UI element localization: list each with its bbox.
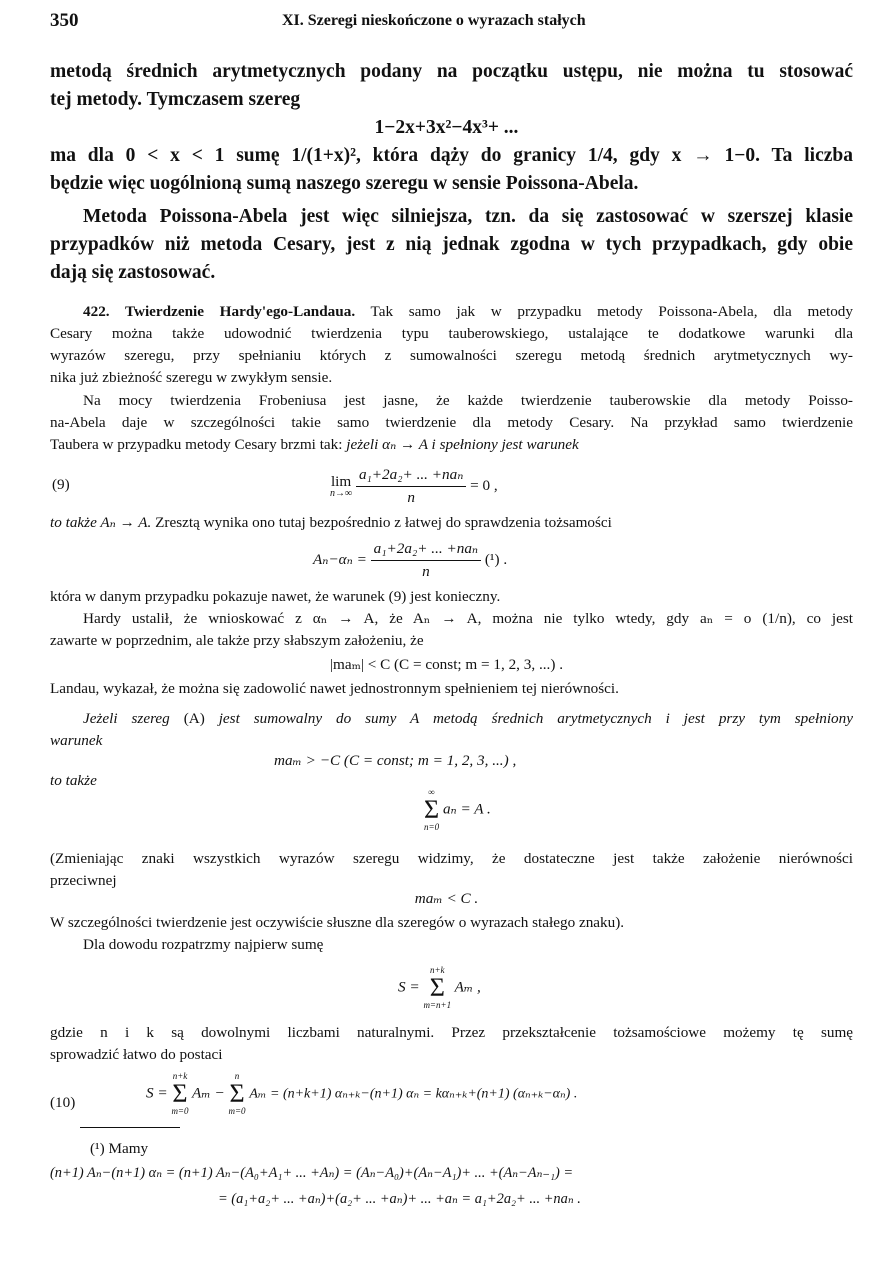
section-line: Na mocy twierdzenia Frobeniusa jest jasne, że każde twierdzenie tauberowskie dla metody Poisso-: [83, 392, 853, 409]
section-paragraph-1: [50, 301, 853, 389]
text-line: Hardy ustalił, że wnioskować z αₙ → A, że Aₙ → A, można nie tylko wtedy, gdy aₙ = o (1/n), co jest: [83, 610, 853, 627]
theorem-line: warunek: [50, 732, 103, 749]
footnote-formula: (n+1) Aₙ−(n+1) αₙ = (n+1) Aₙ−(A₀+A₁+ ... +Aₙ) = (Aₙ−A₀)+(Aₙ−A₁)+ ... +(Aₙ−Aₙ₋₁) =: [50, 1165, 574, 1181]
condition-formula-2: maₘ < C .: [414, 890, 479, 907]
intro-paragraph: [50, 58, 853, 114]
intro-line: przypadków niż metoda Cesary, jest z nią jednak zgodna w tych przypadkach, gdy obie: [50, 234, 853, 255]
limit: lim n→∞: [330, 472, 353, 500]
page-number: 350: [50, 10, 79, 31]
text-line: W szczególności twierdzenie jest oczywiście słuszne dla szeregów o wyrazach stałego znaku).: [50, 914, 625, 931]
section-heading: 422. Twierdzenie Hardy'ego-Landaua.: [83, 303, 356, 320]
sigma: ∞ Σ n=0: [424, 787, 440, 832]
section-paragraph-2: [50, 390, 853, 456]
intro-line: tej metody. Tymczasem szereg: [50, 89, 301, 110]
series-formula: 1−2x+3x²−4x³+ ...: [374, 117, 519, 138]
intro-line: ma dla 0 < x < 1 sumę 1/(1+x)², która dąży do granicy 1/4, gdy x → 1−0. Ta liczba: [50, 145, 853, 166]
sigma: n+k Σ m=0: [171, 1071, 189, 1116]
section-line: nika już zbieżność szeregu w zwykłym sensie.: [50, 369, 333, 386]
theorem-conclusion-label: to także: [50, 772, 97, 789]
text-line: gdzie n i k są dowolnymi liczbami naturalnymi. Przez przekształcenie tożsamościowe możemy tę sumę: [50, 1024, 853, 1041]
sum-s-formula: S = n+k Σ m=n+1 Aₘ ,: [398, 965, 481, 1010]
equation-label-10: (10): [50, 1094, 76, 1111]
sigma: n+k Σ m=n+1: [423, 965, 452, 1010]
paragraph-3: [50, 586, 853, 652]
intro-line: Metoda Poissona-Abela jest więc silniejsza, tzn. da się zastosować w szerszej klasie: [83, 206, 853, 227]
intro-paragraph-3: [50, 203, 853, 287]
identity-equation: Aₙ−αₙ = $\frac{\text{a₁+2a₂+ ... +naₙ}}{n}$ (¹) .: [313, 538, 507, 583]
text-line: Dla dowodu rozpatrzmy najpierw sumę: [83, 936, 324, 953]
fraction: $\frac{\text{a₁+2a₂+ ... +naₙ}}{n}$: [356, 464, 466, 509]
theorem-condition: maₘ > −C (C = const; m = 1, 2, 3, ...) ,: [274, 752, 517, 769]
footnote-formula: = (a₁+a₂+ ... +aₙ)+(a₂+ ... +aₙ)+ ... +aₙ = a₁+2a₂+ ... +naₙ .: [218, 1191, 581, 1207]
footnote-intro: (¹) Mamy: [90, 1140, 149, 1157]
after-eq9: [50, 512, 853, 534]
condition-formula: |maₘ| < C (C = const; m = 1, 2, 3, ...) .: [329, 656, 564, 673]
section-line: Taubera w przypadku metody Cesary brzmi tak: jeżeli αₙ → A i spełniony jest warunek: [50, 436, 579, 453]
intro-line: dają się zastosować.: [50, 262, 216, 283]
text-line: to także Aₙ → A. Zresztą wynika ono tutaj bezpośrednio z łatwej do sprawdzenia tożsamości: [50, 514, 612, 531]
text-line: Landau, wykazał, że można się zadowolić nawet jednostronnym spełnieniem tej nierówności.: [50, 680, 619, 697]
equation-9: lim n→∞ $\frac{\text{a₁+2a₂+ ... +naₙ}}{n}$ = 0 ,: [330, 464, 498, 509]
paragraph-4c: [50, 1022, 853, 1066]
section-line: na-Abela daje w szczególności takie samo twierdzenie dla metody Cesary. Na przykład samo twierdzenie: [50, 414, 853, 431]
paragraph-4: [50, 848, 853, 892]
sigma: n Σ m=0: [228, 1071, 246, 1116]
fraction: $\frac{\text{a₁+2a₂+ ... +naₙ}}{n}$: [371, 538, 481, 583]
intro-line: metodą średnich arytmetycznych podany na początku ustępu, nie można tu stosować: [50, 61, 853, 82]
footnote-rule: [80, 1127, 180, 1128]
section-line: 422. Twierdzenie Hardy'ego-Landaua. Tak samo jak w przypadku metody Poissona-Abela, dla metody: [83, 303, 853, 320]
sum-formula: ∞ Σ n=0 aₙ = A .: [424, 787, 491, 832]
paragraph-3b: [50, 678, 853, 700]
text-line: sprowadzić łatwo do postaci: [50, 1046, 223, 1063]
text-line: która w danym przypadku pokazuje nawet, że warunek (9) jest konieczny.: [50, 588, 501, 605]
text-line: zawarte w poprzednim, ale także przy słabszym założeniu, że: [50, 632, 424, 649]
equation-10: S = n+k Σ m=0 Aₘ − n Σ m=0 Aₘ = (n+k+1) αₙ₊ₖ−(n+1) αₙ = kαₙ₊ₖ+(n+1) (αₙ₊ₖ−αₙ) .: [146, 1071, 578, 1116]
equation-label-9: (9): [52, 476, 70, 493]
chapter-title: XI. Szeregi nieskończone o wyrazach stałych: [282, 12, 586, 29]
theorem-line: Jeżeli szereg (A) jest sumowalny do sumy A metodą średnich arytmetycznych i jest przy tym spełniony: [83, 710, 853, 727]
intro-paragraph-2: [50, 142, 853, 198]
theorem: [50, 708, 853, 752]
text-line: (Zmieniając znaki wszystkich wyrazów szeregu widzimy, że dostateczne jest także założenie nierówności: [50, 850, 853, 867]
paragraph-4b: [50, 912, 853, 956]
intro-line: będzie więc uogólnioną sumą naszego szeregu w sensie Poissona-Abela.: [50, 173, 639, 194]
section-line: Cesary można także udowodnić twierdzenia typu tauberowskiego, ustalające te dodatkowe warunki dla: [50, 325, 853, 342]
text-line: przeciwnej: [50, 872, 117, 889]
section-line: wyrazów szeregu, przy spełnianiu których z sumowalności szeregu metodą średnich arytmetycznych wy-: [50, 347, 853, 364]
